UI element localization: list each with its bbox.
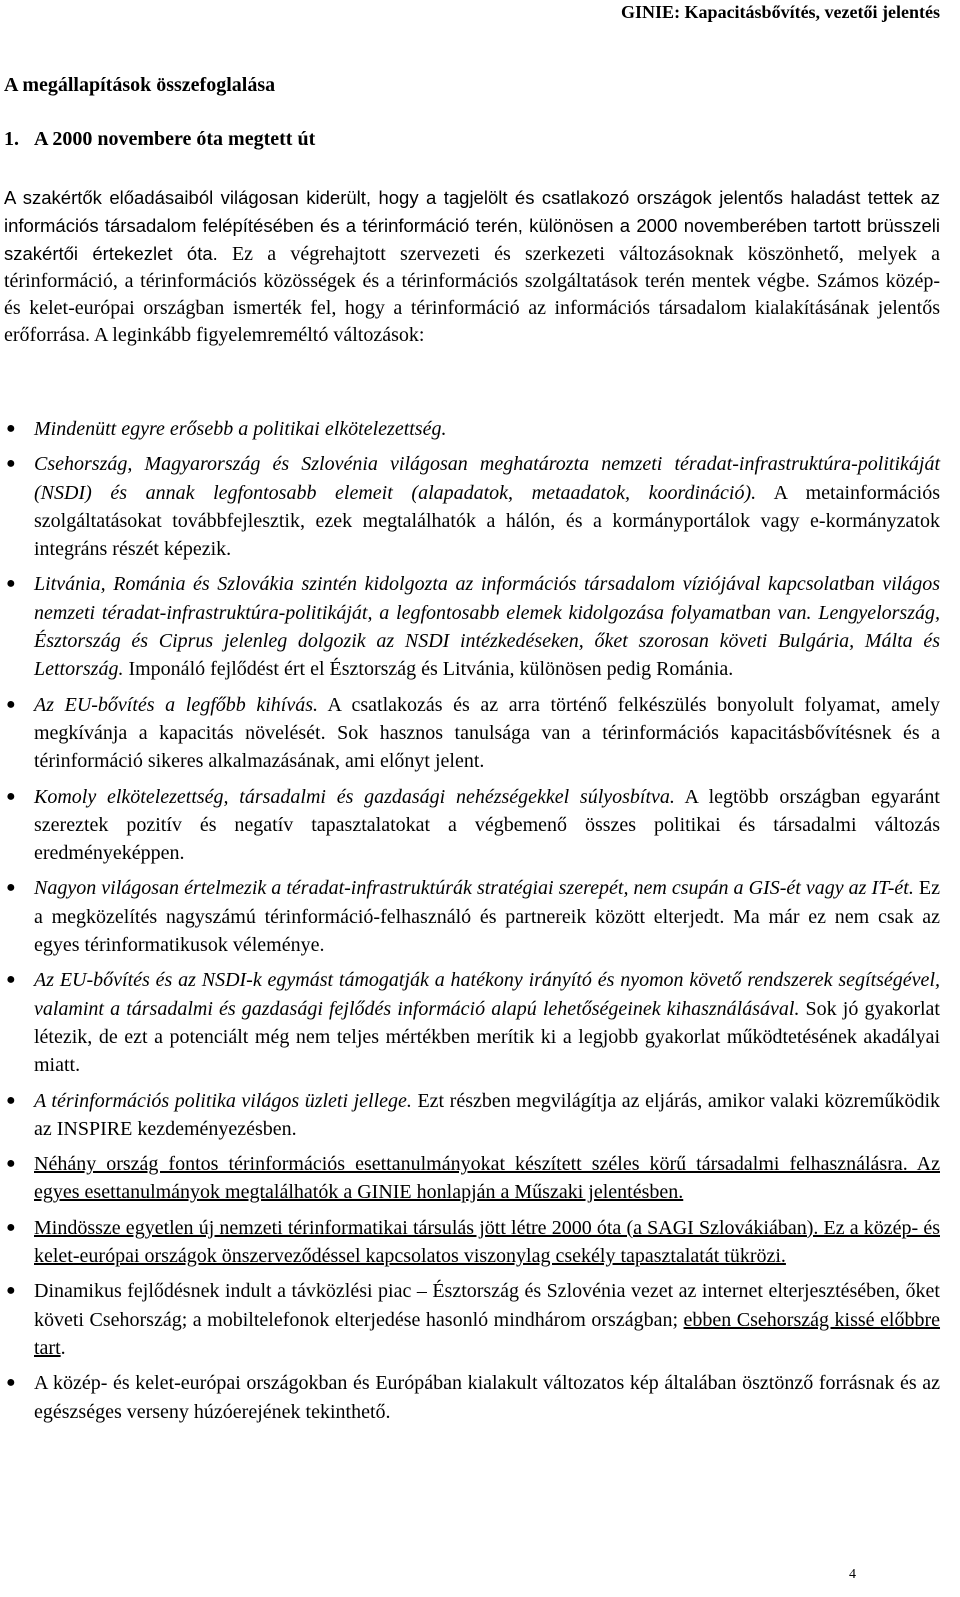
finding-lead: A térinformációs politika világos üzleti jellege.	[34, 1089, 412, 1112]
finding-item	[4, 691, 940, 776]
finding-lead: Litvánia, Románia és Szlovákia szintén kidolgozta az információs társadalom víziójával kapcsolatban világos nemzeti téradat-infrastruktúra-politikáját, a legfontosabb elemek kidolgozása folyamatban van. Lengyelország, Észtország és Ciprus jelenleg dolgozik az NSDI intézkedéseken, őket szorosan követi Bulgária, Málta és Lettország.	[34, 573, 940, 681]
finding-item	[4, 570, 940, 683]
bullet-icon: ●	[6, 1091, 16, 1109]
bullet-icon: ●	[6, 971, 16, 989]
finding-lead: Az EU-bővítés a legfőbb kihívás.	[34, 693, 319, 716]
finding-item	[4, 415, 940, 443]
subsection-heading	[4, 128, 315, 151]
page-number: 4	[849, 1567, 856, 1582]
intro-part-2: Ez a végrehajtott szervezeti és szerkezeti változásoknak köszönhető, melyek a térinformáció, a térinformációs közösségek és a térinformációs szolgáltatások terén mentek végbe. Számos közép- és kelet-európai országban ismerték fel, hogy a térinformáció az információs társadalom kialakításának jelentős erőforrása. A leginkább figyelemreméltó változások:	[4, 243, 940, 346]
running-header: GINIE: Kapacitásbővítés, vezetői jelentés	[621, 2, 940, 22]
finding-lead: Az EU-bővítés és az NSDI-k egymást támogatják a hatékony irányító és nyomon követő rendszerek segítségével, valamint a társadalmi és gazdasági fejlődés információ alapú lehetőségeinek kihasználásával.	[34, 969, 940, 1020]
finding-item	[4, 1277, 940, 1362]
finding-item	[4, 1369, 940, 1426]
finding-item	[4, 1150, 940, 1207]
intro-paragraph	[4, 184, 940, 349]
finding-item	[4, 1087, 940, 1144]
finding-item	[4, 450, 940, 563]
bullet-icon: ●	[6, 787, 16, 805]
finding-text: Sok jó gyakorlat létezik, de ezt a potenciált még nem teljes mértékben merítik ki a legjobb gyakorlat működtetésének akadályai miatt.	[34, 997, 940, 1077]
section-title: A megállapítások összefoglalása	[4, 74, 276, 96]
bullet-icon: ●	[6, 575, 16, 593]
finding-item	[4, 966, 940, 1079]
bullet-icon: ●	[6, 1218, 16, 1236]
finding-lead: Komoly elkötelezettség, társadalmi és gazdasági nehézségekkel súlyosbítva.	[34, 785, 675, 808]
finding-item	[4, 874, 940, 959]
finding-underlined-text: Mindössze egyetlen új nemzeti térinformatikai társulás jött létre 2000 óta (a SAGI Szlovákiában). Ez a közép- és kelet-európai országok önszerveződéssel kapcsolatos viszonylag csekély tapasztalatát tükrözi.	[34, 1216, 940, 1268]
bullet-icon: ●	[6, 420, 16, 437]
finding-text: A metainformációs szolgáltatásokat továbbfejlesztik, ezek megtalálhatók a hálón, és a kormányportálok vagy e-kormányzatok integráns részét képezik.	[34, 481, 940, 561]
finding-text: A csatlakozás és az arra történő felkészülés bonyolult folyamat, amely megkívánja a kapacitás növelését. Sok hasznos tanulsága van a térinformációs kapacitásbővítésnek és a térinformáció sikeres alkalmazásának, ami előnyt jelent.	[34, 693, 940, 773]
subsection-title: A 2000 novembere óta megtett út	[34, 128, 316, 150]
bullet-icon: ●	[6, 879, 16, 897]
intro-part-1: A szakértők előadásaiból világosan kiderült, hogy a tagjelölt és csatlakozó országok jelentős haladást tettek az információs társadalom felépítésében és a térinformáció terén, különösen a 2000 novemberében tartott brüsszeli szakértői értekezlet óta.	[4, 187, 940, 264]
subsection-number: 1.	[4, 128, 19, 150]
bullet-icon: ●	[6, 1282, 16, 1300]
finding-lead: Mindenütt egyre erősebb a politikai elkötelezettség.	[34, 418, 447, 440]
bullet-icon: ●	[6, 1374, 16, 1392]
finding-text: Dinamikus fejlődésnek indult a távközlési piac – Észtország és Szlovénia vezet az internet elterjesztésében, őket követi Csehország; a mobiltelefonok elterjedése hasonló mindhárom országban;	[34, 1280, 940, 1331]
finding-tail: .	[60, 1336, 66, 1359]
finding-text: Ezt részben megvilágítja az eljárás, amikor valaki közreműködik az INSPIRE kezdeményezésben.	[34, 1089, 941, 1140]
finding-text: A legtöbb országban egyaránt szereztek pozitív és negatív tapasztalatokat a végbemenő összes politikai és társadalmi változás eredményeképpen.	[34, 785, 940, 865]
finding-text: Ez a megközelítés nagyszámú térinformáció-felhasználó és partnereik között elterjedt. Ma már ez nem csak az egyes térinformatikusok véleménye.	[34, 877, 941, 957]
finding-text: Imponáló fejlődést ért el Észtország és Litvánia, különösen pedig Románia.	[123, 658, 734, 681]
finding-item	[4, 1214, 940, 1271]
finding-text: A közép- és kelet-európai országokban és Európában kialakult változatos kép általában ösztönző forrásnak és az egészséges verseny húzóerejének tekinthető.	[34, 1372, 940, 1423]
finding-underlined-text: ebben Csehország kissé előbbre tart	[34, 1308, 941, 1359]
finding-item	[4, 783, 940, 868]
bullet-icon: ●	[6, 1155, 16, 1173]
finding-underlined-text: Néhány ország fontos térinformációs esettanulmányokat készített széles körű társadalmi felhasználásra. Az egyes esettanulmányok megtalálhatók a GINIE honlapján a Műszaki jelentésben.	[34, 1153, 940, 1204]
bullet-icon: ●	[6, 695, 16, 713]
findings-list	[4, 415, 940, 1426]
finding-lead: Csehország, Magyarország és Szlovénia világosan meghatározta nemzeti téradat-infrastruktúra-politikáját (NSDI) és annak legfontosabb elemeit (alapadatok, metaadatok, koordináció).	[34, 453, 940, 504]
finding-lead: Nagyon világosan értelmezik a téradat-infrastruktúrák stratégiai szerepét, nem csupán a GIS-ét vagy az IT-ét.	[34, 877, 914, 900]
bullet-icon: ●	[6, 455, 16, 473]
